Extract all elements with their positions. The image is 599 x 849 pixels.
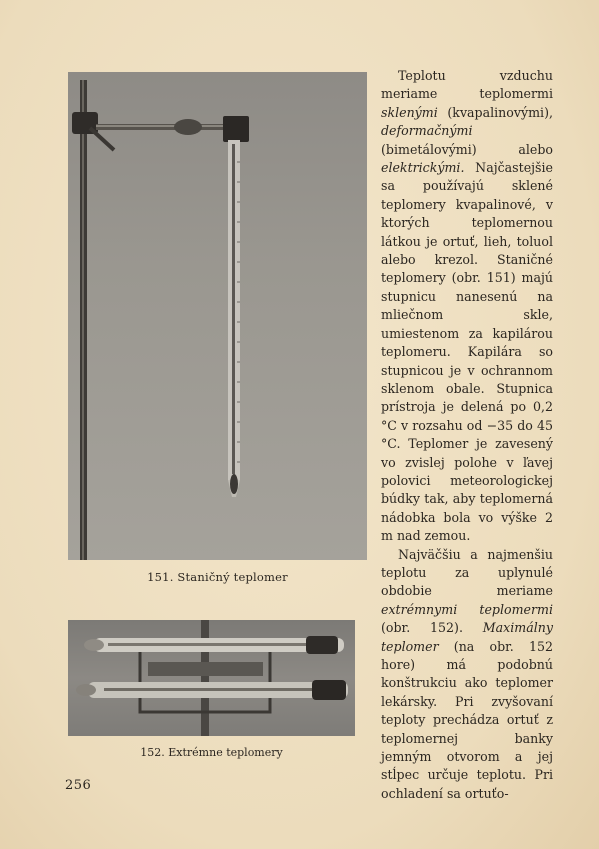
- station-thermometer-illustration: [68, 72, 367, 560]
- italic-term: deformačnými: [381, 123, 473, 139]
- figure-152-caption: 152. Extrémne teplomery: [140, 746, 283, 759]
- paragraph-2: [381, 546, 553, 804]
- text-run: (na obr. 152 hore) má podobnú konštrukciu ako teplomer lekársky. Pri zvyšovaní teploty prechádza ortuť z teplomernej banky jemným otvorom a jej stĺpec určuje teplotu. Pri ochladení sa ortuťo-: [381, 638, 553, 801]
- text-run: (kvapalinovými),: [437, 104, 553, 120]
- page-number: 256: [65, 778, 92, 793]
- text-run: Teplotu vzduchu meriame teplomermi: [381, 68, 553, 102]
- text-run: Najväčšiu a najmenšiu teplotu za uplynulé obdobie meriame: [381, 546, 553, 599]
- thermometer-holder: [223, 116, 249, 142]
- text-run: (obr. 152).: [381, 620, 483, 636]
- figure-152-photo: [68, 620, 355, 736]
- paragraph-1: [381, 67, 553, 546]
- figure-151-caption: 151. Staničný teplomer: [147, 570, 288, 584]
- italic-term: sklenými: [381, 104, 438, 120]
- extreme-thermometers-illustration: [68, 620, 355, 736]
- text-run: (bimetálovými) alebo: [381, 141, 553, 157]
- mounting-post: [201, 620, 209, 736]
- italic-term: Maximálny teplomer: [381, 620, 553, 654]
- italic-term: extrémnymi teplomermi: [381, 601, 553, 617]
- thermometer-bulb: [230, 474, 238, 494]
- italic-term: elektrickými.: [381, 160, 465, 176]
- figure-151-photo: [68, 72, 367, 560]
- body-text-column: [381, 67, 553, 803]
- text-run: Najčastejšie sa používajú sklené teplomery kvapalinové, v ktorých teplomernou látkou je ortuť, lieh, toluol alebo krezol. Staničné teplomery (obr. 151) majú stupnicu nanesenú na mliečnom skle, umiestenom za kapilárou teplomeru. Kapilára so stupnicou je v ochrannom sklenom obale. Stupnica prístroja je delená po 0,2 °C v rozsahu od −35 do 45 °C. Teplomer je zavesený vo zvislej polohe v ľavej polovici meteorologickej búdky tak, aby teplomerná nádobka bola vo výške 2 m nad zemou.: [381, 160, 553, 544]
